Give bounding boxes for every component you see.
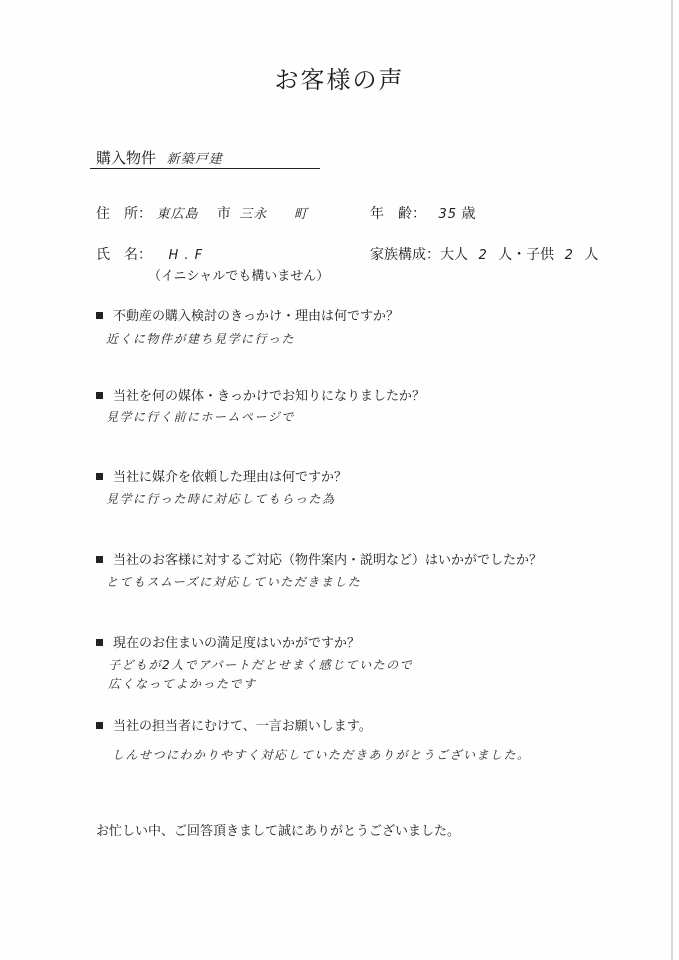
property-label: 購入物件	[96, 149, 157, 167]
closing-message: お忙しい中、ご回答頂きまして誠にありがとうございました。	[96, 824, 461, 839]
age-label: 年 齢	[370, 206, 412, 222]
question-3	[96, 466, 347, 485]
answer-2: 見学に行く前にホームページで	[106, 410, 295, 424]
address-city-suffix: 市	[216, 206, 231, 222]
name-initials-note: （イニシャルでも構いません）	[148, 269, 330, 284]
answer-1: 近くに物件が建ち見学に行った	[106, 332, 296, 346]
question-text: 当社の担当者にむけて、一言お願いします。	[113, 719, 372, 734]
question-text: 当社を何の媒体・きっかけでお知りになりましたか？	[113, 389, 426, 404]
age-value: 35	[438, 207, 457, 222]
family-row	[370, 244, 598, 264]
question-text: 不動産の購入検討のきっかけ・理由は何ですか？	[113, 309, 400, 324]
question-text: 当社に媒介を依頼した理由は何ですか？	[113, 470, 348, 485]
bullet-icon	[96, 473, 103, 480]
answer-3: 見学に行った時に対応してもらった為	[106, 492, 336, 506]
family-mid: 人・子供	[498, 247, 555, 263]
question-text: 現在のお住まいの満足度はいかがですか？	[113, 636, 361, 651]
bullet-icon	[96, 312, 103, 319]
bullet-icon	[96, 392, 103, 399]
bullet-icon	[96, 556, 103, 563]
scan-edge	[671, 0, 673, 960]
family-adults: 2	[478, 248, 488, 263]
question-6	[96, 715, 372, 734]
answer-6: しんせつにわかりやすく対応していただきありがとうございました。	[112, 748, 531, 762]
family-children: 2	[564, 248, 574, 263]
question-5	[96, 632, 360, 651]
family-prefix: ：大人	[426, 247, 468, 263]
question-4	[96, 549, 542, 568]
name-row: 氏 名： H . F	[96, 247, 204, 263]
family-suffix: 人	[584, 247, 599, 263]
answer-5-line-2: 広くなってよかったです	[108, 677, 257, 691]
address-label: 住 所	[96, 206, 138, 222]
age-unit: 歳	[461, 206, 476, 222]
bullet-icon	[96, 639, 103, 646]
property-underline	[90, 168, 320, 169]
question-1	[96, 305, 399, 324]
question-text: 当社のお客様に対するご対応（物件案内・説明など）はいかがでしたか？	[113, 553, 543, 568]
bullet-icon	[96, 722, 103, 729]
age-row: 年 齢： 35 歳	[370, 206, 476, 222]
question-2	[96, 385, 425, 404]
answer-5-line-1: 子どもが2人でアパートだとせまく感じていたので	[108, 658, 414, 672]
address-city-value: 東広島	[156, 207, 199, 222]
name-value: H . F	[168, 248, 204, 263]
property-type-row	[96, 147, 223, 168]
address-town-value: 三永	[239, 207, 268, 222]
family-label: 家族構成	[370, 247, 426, 263]
property-value: 新築戸建	[166, 152, 223, 167]
answer-4: とてもスムーズに対応していただきました	[106, 575, 362, 589]
address-row: 住 所： 東広島 市 三永 町	[96, 206, 308, 222]
name-label: 氏 名	[96, 247, 138, 263]
page-title: お客様の声	[274, 66, 405, 94]
address-town-suffix: 町	[293, 207, 308, 222]
